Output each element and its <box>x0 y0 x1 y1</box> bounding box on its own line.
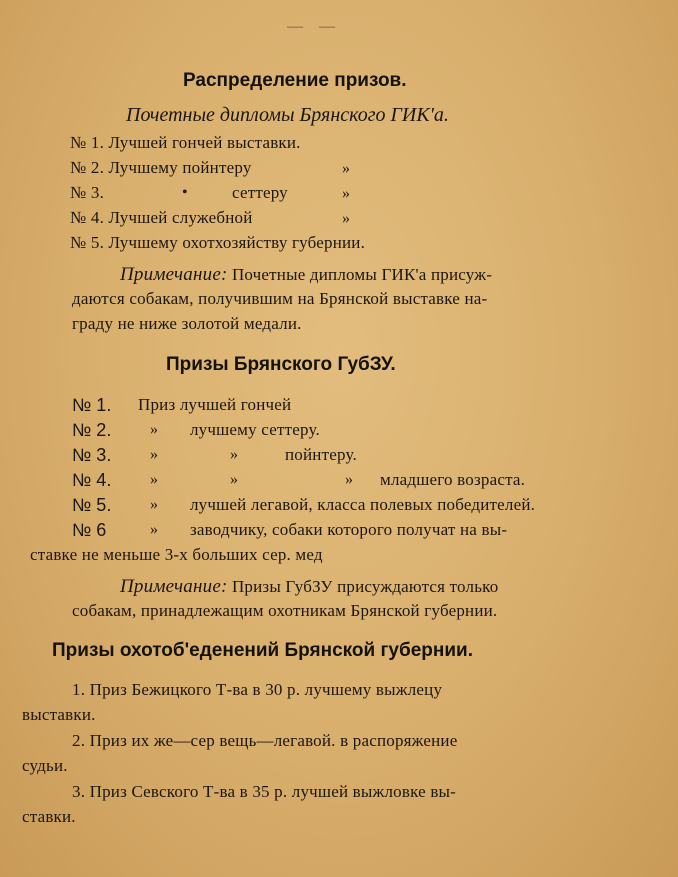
paragraph-line: выставки. <box>22 705 96 724</box>
item-number: № 1. <box>72 395 112 415</box>
ditto-mark: » <box>150 521 158 538</box>
paragraph-line: 1. Приз Бежицкого Т-ва в 30 р. лучшему выжлецу <box>72 680 443 699</box>
ditto-mark: » <box>150 496 158 513</box>
ditto-mark: » <box>150 471 158 488</box>
section1-heading: Распределение призов. <box>183 70 407 91</box>
list-item-text: Приз лучшей гончей <box>138 395 292 414</box>
paragraph-line: ставки. <box>22 807 76 826</box>
paragraph-line: 3. Приз Севского Т-ва в 35 р. лучшей выжловке вы- <box>72 782 457 801</box>
list-item: № 2. Лучшему пойнтеру <box>70 158 252 177</box>
list-item: № 3. <box>70 183 105 202</box>
list-item-text: сеттеру <box>232 183 288 202</box>
note-line: собакам, принадлежащим охотникам Брянской губернии. <box>72 601 498 620</box>
item-number: № 6 <box>72 520 107 540</box>
paragraph-line: 2. Приз их же—сер вещь—легавой. в распоряжение <box>72 731 458 750</box>
ditto-mark: » <box>345 471 353 488</box>
ditto-mark: » <box>342 210 350 227</box>
list-item-text: лучшему сеттеру. <box>190 420 320 439</box>
note-line: Примечание: Почетные дипломы ГИК'а присуж- <box>120 264 493 285</box>
note-line: Примечание: Призы ГубЗУ присуждаются только <box>120 576 499 597</box>
note-line: даются собакам, получившим на Брянской выставке на- <box>72 289 488 308</box>
list-item-text: младшего возраста. <box>380 470 526 489</box>
ditto-mark: • <box>182 184 188 201</box>
list-item-text: пойнтеру. <box>285 445 357 464</box>
ditto-mark: » <box>150 421 158 438</box>
note-line: граду не ниже золотой медали. <box>72 314 302 333</box>
list-item-text: лучшей легавой, класса полевых победителей. <box>190 495 536 514</box>
list-item: № 4. Лучшей служебной <box>70 208 253 227</box>
ditto-mark: » <box>342 185 350 202</box>
note-label: Примечание: <box>120 576 228 597</box>
ditto-mark: » <box>150 446 158 463</box>
list-item: № 5. Лучшему охотхозяйству губернии. <box>70 233 366 252</box>
item-number: № 3. <box>72 445 112 465</box>
item-number: № 4. <box>72 470 112 490</box>
list-item-continuation: ставке не меньше 3-х больших сер. мед <box>30 545 323 564</box>
section1-subheading: Почетные дипломы Брянского ГИК'а. <box>126 104 449 126</box>
ditto-mark: » <box>230 471 238 488</box>
list-item-text: заводчику, собаки которого получат на вы- <box>190 520 508 539</box>
item-number: № 5. <box>72 495 112 515</box>
paragraph-line: судьи. <box>22 756 68 775</box>
section2-heading: Призы Брянского ГубЗУ. <box>166 354 396 375</box>
item-number: № 2. <box>72 420 112 440</box>
list-item: № 1. Лучшей гончей выставки. <box>70 133 301 152</box>
top-ornament: — — <box>287 18 341 35</box>
note-label: Примечание: <box>120 264 228 285</box>
ditto-mark: » <box>230 446 238 463</box>
section3-heading: Призы охотоб'еденений Брянской губернии. <box>52 640 473 661</box>
ditto-mark: » <box>342 160 350 177</box>
